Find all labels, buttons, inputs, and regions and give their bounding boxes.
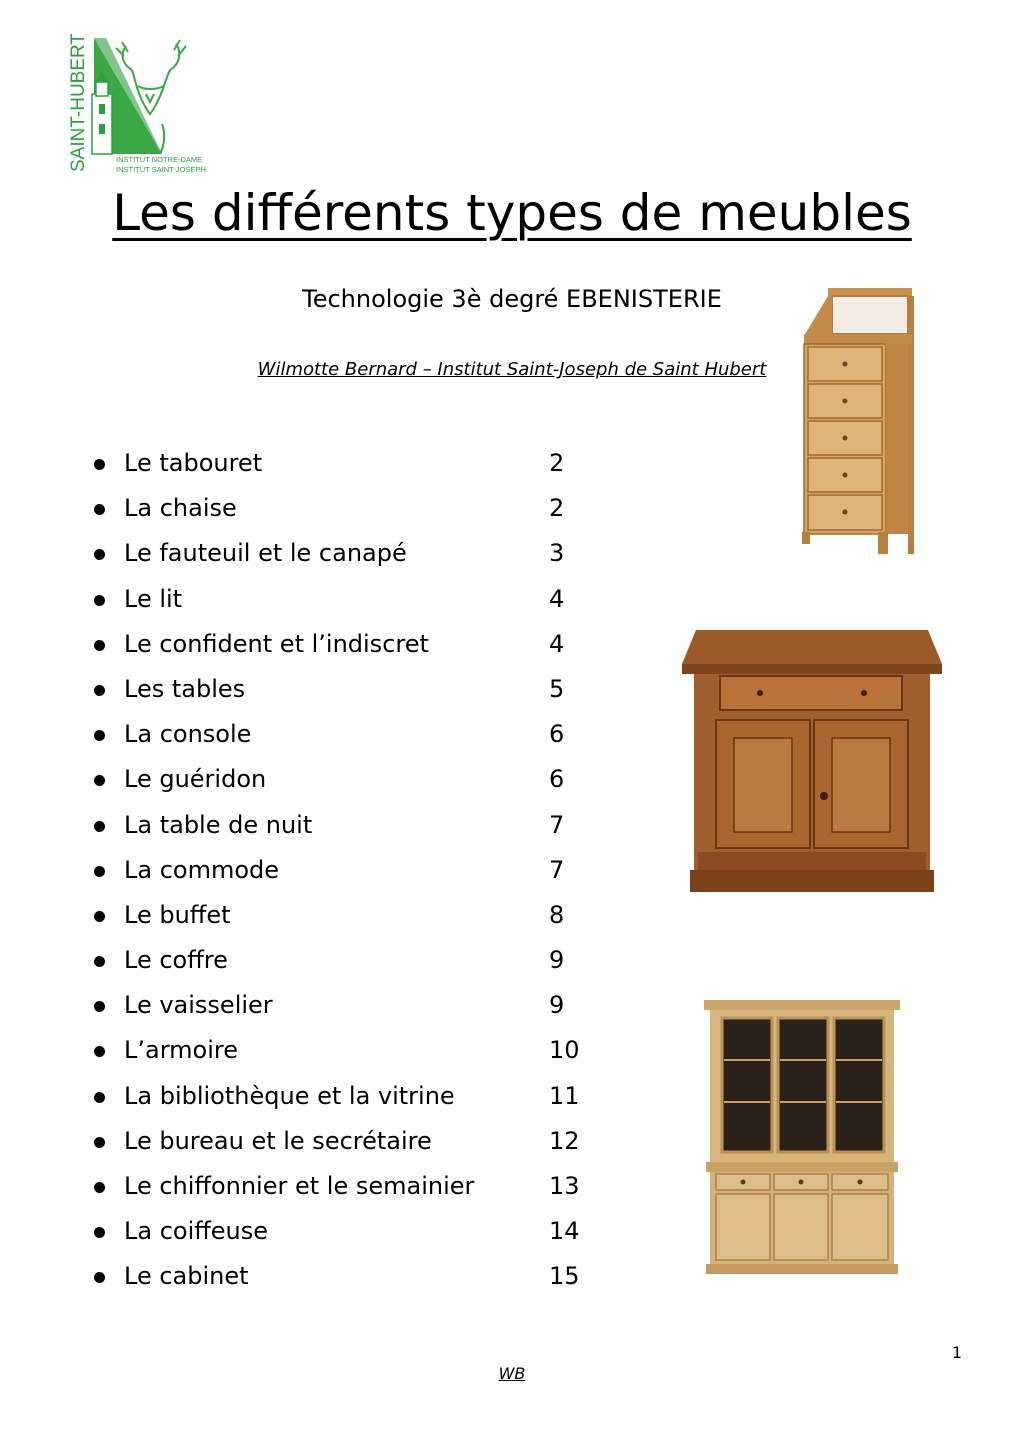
toc-item-page: 7 — [549, 810, 565, 839]
toc-item-page: 9 — [549, 946, 565, 975]
logo-line2: INSTITUT SAINT-JOSEPH — [116, 165, 206, 174]
toc-item-label: Le guéridon — [124, 765, 267, 794]
toc-item-page: 3 — [549, 539, 565, 568]
toc-item-page: 6 — [549, 720, 565, 749]
toc-item-label: Le cabinet — [124, 1262, 249, 1291]
toc-item-page: 2 — [549, 494, 565, 523]
toc-item-label: Le confident et l’indiscret — [124, 629, 429, 658]
author-line: Wilmotte Bernard – Institut Saint-Joseph de Saint Hubert — [257, 359, 767, 380]
toc-item — [92, 622, 652, 667]
logo-name: SAINT-HUBERT — [68, 34, 89, 172]
toc-item-label: Le coffre — [124, 946, 228, 975]
toc-item-label: Le chiffonnier et le semainier — [124, 1172, 475, 1200]
toc-item — [92, 757, 652, 802]
toc-item-label: Le tabouret — [124, 449, 263, 477]
toc-item-page: 4 — [549, 629, 565, 658]
cabinet-image — [676, 628, 948, 896]
toc-item-label: Le lit — [124, 584, 183, 613]
toc-item-label: La coiffeuse — [124, 1217, 269, 1246]
toc-item-page: 8 — [549, 900, 565, 929]
table-of-contents — [92, 441, 652, 1300]
toc-item — [92, 667, 652, 712]
toc-item-page: 13 — [549, 1172, 580, 1200]
toc-item-label: Le vaisselier — [124, 991, 273, 1020]
toc-item-page: 14 — [549, 1217, 580, 1246]
footer-initials: WB — [498, 1364, 526, 1383]
school-logo — [66, 34, 216, 176]
toc-item-label: La commode — [124, 855, 280, 884]
bullet-icon — [94, 1001, 105, 1012]
toc-item-label: Le fauteuil et le canapé — [124, 539, 407, 568]
bullet-icon — [94, 549, 105, 560]
toc-item-page: 10 — [549, 1036, 580, 1065]
toc-item-page: 7 — [549, 855, 565, 884]
bullet-icon — [94, 1092, 105, 1103]
toc-item-label: L’armoire — [124, 1036, 238, 1065]
bullet-icon — [94, 956, 105, 967]
bullet-icon — [94, 504, 105, 515]
toc-item-label: La table de nuit — [124, 810, 313, 839]
vaisselier-image — [704, 998, 900, 1276]
toc-item-label: Le bureau et le secrétaire — [124, 1126, 432, 1155]
toc-item-page: 2 — [549, 449, 565, 477]
toc-item — [92, 577, 652, 622]
toc-item-label: La console — [124, 720, 252, 749]
toc-item-label: La bibliothèque et la vitrine — [124, 1081, 455, 1110]
page-title: Les différents types de meubles — [112, 184, 912, 242]
toc-item — [92, 1028, 652, 1073]
toc-item-page: 6 — [549, 765, 565, 794]
toc-item — [92, 486, 652, 531]
bullet-icon — [94, 685, 105, 696]
toc-item — [92, 848, 652, 893]
toc-item-page: 12 — [549, 1126, 580, 1155]
toc-item — [92, 531, 652, 576]
bullet-icon — [94, 1182, 105, 1193]
toc-item — [92, 1074, 652, 1119]
toc-item-page: 9 — [549, 991, 565, 1020]
bullet-icon — [94, 1046, 105, 1057]
toc-item-label: Les tables — [124, 674, 246, 703]
toc-item-label: La chaise — [124, 494, 237, 523]
bullet-icon — [94, 595, 105, 606]
toc-item — [92, 1209, 652, 1254]
toc-item — [92, 712, 652, 757]
toc-item-label: Le buffet — [124, 900, 231, 929]
logo-line1: INSTITUT NOTRE-DAME — [116, 155, 203, 164]
toc-item-page: 5 — [549, 674, 565, 703]
bullet-icon — [94, 821, 105, 832]
bullet-icon — [94, 911, 105, 922]
subtitle: Technologie 3è degré EBENISTERIE — [302, 285, 722, 313]
bullet-icon — [94, 1272, 105, 1283]
bullet-icon — [94, 730, 105, 741]
toc-item — [92, 441, 652, 486]
toc-item — [92, 1119, 652, 1164]
bullet-icon — [94, 1137, 105, 1148]
toc-item — [92, 1164, 652, 1209]
bullet-icon — [94, 1227, 105, 1238]
toc-item — [92, 983, 652, 1028]
bullet-icon — [94, 459, 105, 470]
toc-item-page: 4 — [549, 584, 565, 613]
toc-item — [92, 803, 652, 848]
toc-item — [92, 1254, 652, 1299]
chest-of-drawers-image — [798, 284, 918, 556]
toc-item-page: 11 — [549, 1081, 580, 1110]
toc-item-page: 15 — [549, 1262, 580, 1291]
toc-item — [92, 938, 652, 983]
bullet-icon — [94, 775, 105, 786]
bullet-icon — [94, 640, 105, 651]
bullet-icon — [94, 866, 105, 877]
page-number: 1 — [951, 1343, 962, 1362]
toc-item — [92, 893, 652, 938]
